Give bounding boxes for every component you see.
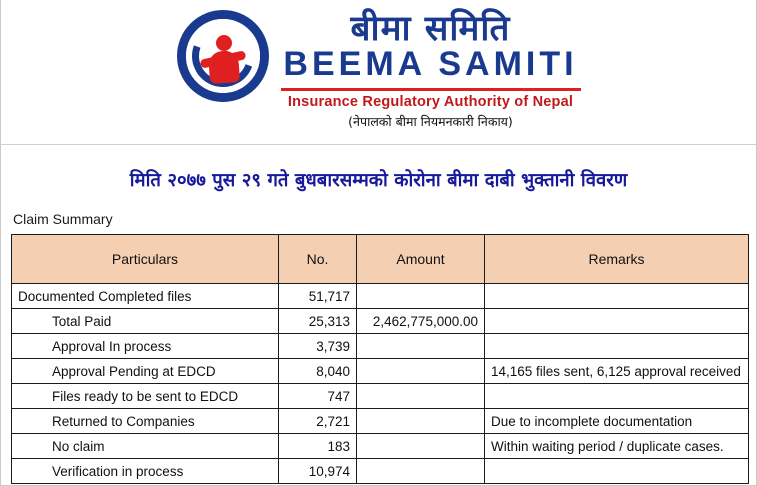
page-title: मिति २०७७ पुस २९ गते बुधबारसम्मको कोरोना बीमा दाबी भुक्तानी विवरण bbox=[129, 170, 628, 191]
cell-remarks bbox=[485, 284, 749, 309]
cell-remarks bbox=[485, 334, 749, 359]
table-row bbox=[12, 359, 749, 384]
claim-summary-table bbox=[11, 234, 749, 484]
logo-block bbox=[177, 8, 581, 130]
claim-summary-label: Claim Summary bbox=[13, 211, 113, 228]
emblem-inner bbox=[186, 19, 260, 93]
beema-samiti-emblem-icon bbox=[177, 10, 269, 102]
logo-wrap bbox=[1, 8, 756, 130]
cell-remarks: Within waiting period / duplicate cases. bbox=[485, 434, 749, 459]
cell-amount bbox=[357, 459, 485, 484]
cell-particular: No claim bbox=[12, 434, 279, 459]
cell-no: 51,717 bbox=[279, 284, 357, 309]
table-row bbox=[12, 384, 749, 409]
cell-remarks bbox=[485, 384, 749, 409]
emblem-body bbox=[207, 50, 239, 84]
table-header bbox=[12, 235, 749, 284]
cell-amount bbox=[357, 409, 485, 434]
cell-particular: Total Paid bbox=[12, 309, 279, 334]
cell-particular: Documented Completed files bbox=[12, 284, 279, 309]
cell-remarks bbox=[485, 309, 749, 334]
cell-particular: Verification in process bbox=[12, 459, 279, 484]
cell-remarks: Due to incomplete documentation bbox=[485, 409, 749, 434]
table-row bbox=[12, 409, 749, 434]
table-body bbox=[12, 284, 749, 484]
document-header bbox=[1, 0, 756, 145]
column-header-particulars: Particulars bbox=[12, 235, 279, 284]
cell-amount: 2,462,775,000.00 bbox=[357, 309, 485, 334]
table-row bbox=[12, 334, 749, 359]
cell-particular: Approval Pending at EDCD bbox=[12, 359, 279, 384]
table-row bbox=[12, 434, 749, 459]
title-divider bbox=[281, 88, 581, 91]
cell-no: 10,974 bbox=[279, 459, 357, 484]
cell-amount bbox=[357, 334, 485, 359]
cell-no: 183 bbox=[279, 434, 357, 459]
cell-amount bbox=[357, 384, 485, 409]
cell-no: 2,721 bbox=[279, 409, 357, 434]
column-header-remarks: Remarks bbox=[485, 235, 749, 284]
cell-amount bbox=[357, 434, 485, 459]
cell-particular: Approval In process bbox=[12, 334, 279, 359]
table-row bbox=[12, 309, 749, 334]
cell-amount bbox=[357, 359, 485, 384]
cell-particular: Returned to Companies bbox=[12, 409, 279, 434]
cell-no: 747 bbox=[279, 384, 357, 409]
cell-no: 8,040 bbox=[279, 359, 357, 384]
cell-remarks: 14,165 files sent, 6,125 approval received bbox=[485, 359, 749, 384]
org-title-nepali: बीमा समिति bbox=[350, 9, 511, 49]
table-header-row bbox=[12, 235, 749, 284]
column-header-no: No. bbox=[279, 235, 357, 284]
logo-titles bbox=[281, 8, 581, 130]
cell-remarks bbox=[485, 459, 749, 484]
org-subtitle-nepali: (नेपालको बीमा नियमनकारी निकाय) bbox=[348, 113, 513, 129]
cell-particular: Files ready to be sent to EDCD bbox=[12, 384, 279, 409]
claim-summary-table-wrap bbox=[1, 234, 756, 484]
cell-amount bbox=[357, 284, 485, 309]
table-row bbox=[12, 459, 749, 484]
cell-no: 3,739 bbox=[279, 334, 357, 359]
org-subtitle-english: Insurance Regulatory Authority of Nepal bbox=[287, 93, 574, 110]
cell-no: 25,313 bbox=[279, 309, 357, 334]
org-title-english: BEEMA SAMITI bbox=[283, 45, 578, 84]
column-header-amount: Amount bbox=[357, 235, 485, 284]
emblem-head bbox=[216, 35, 232, 51]
table-row bbox=[12, 284, 749, 309]
